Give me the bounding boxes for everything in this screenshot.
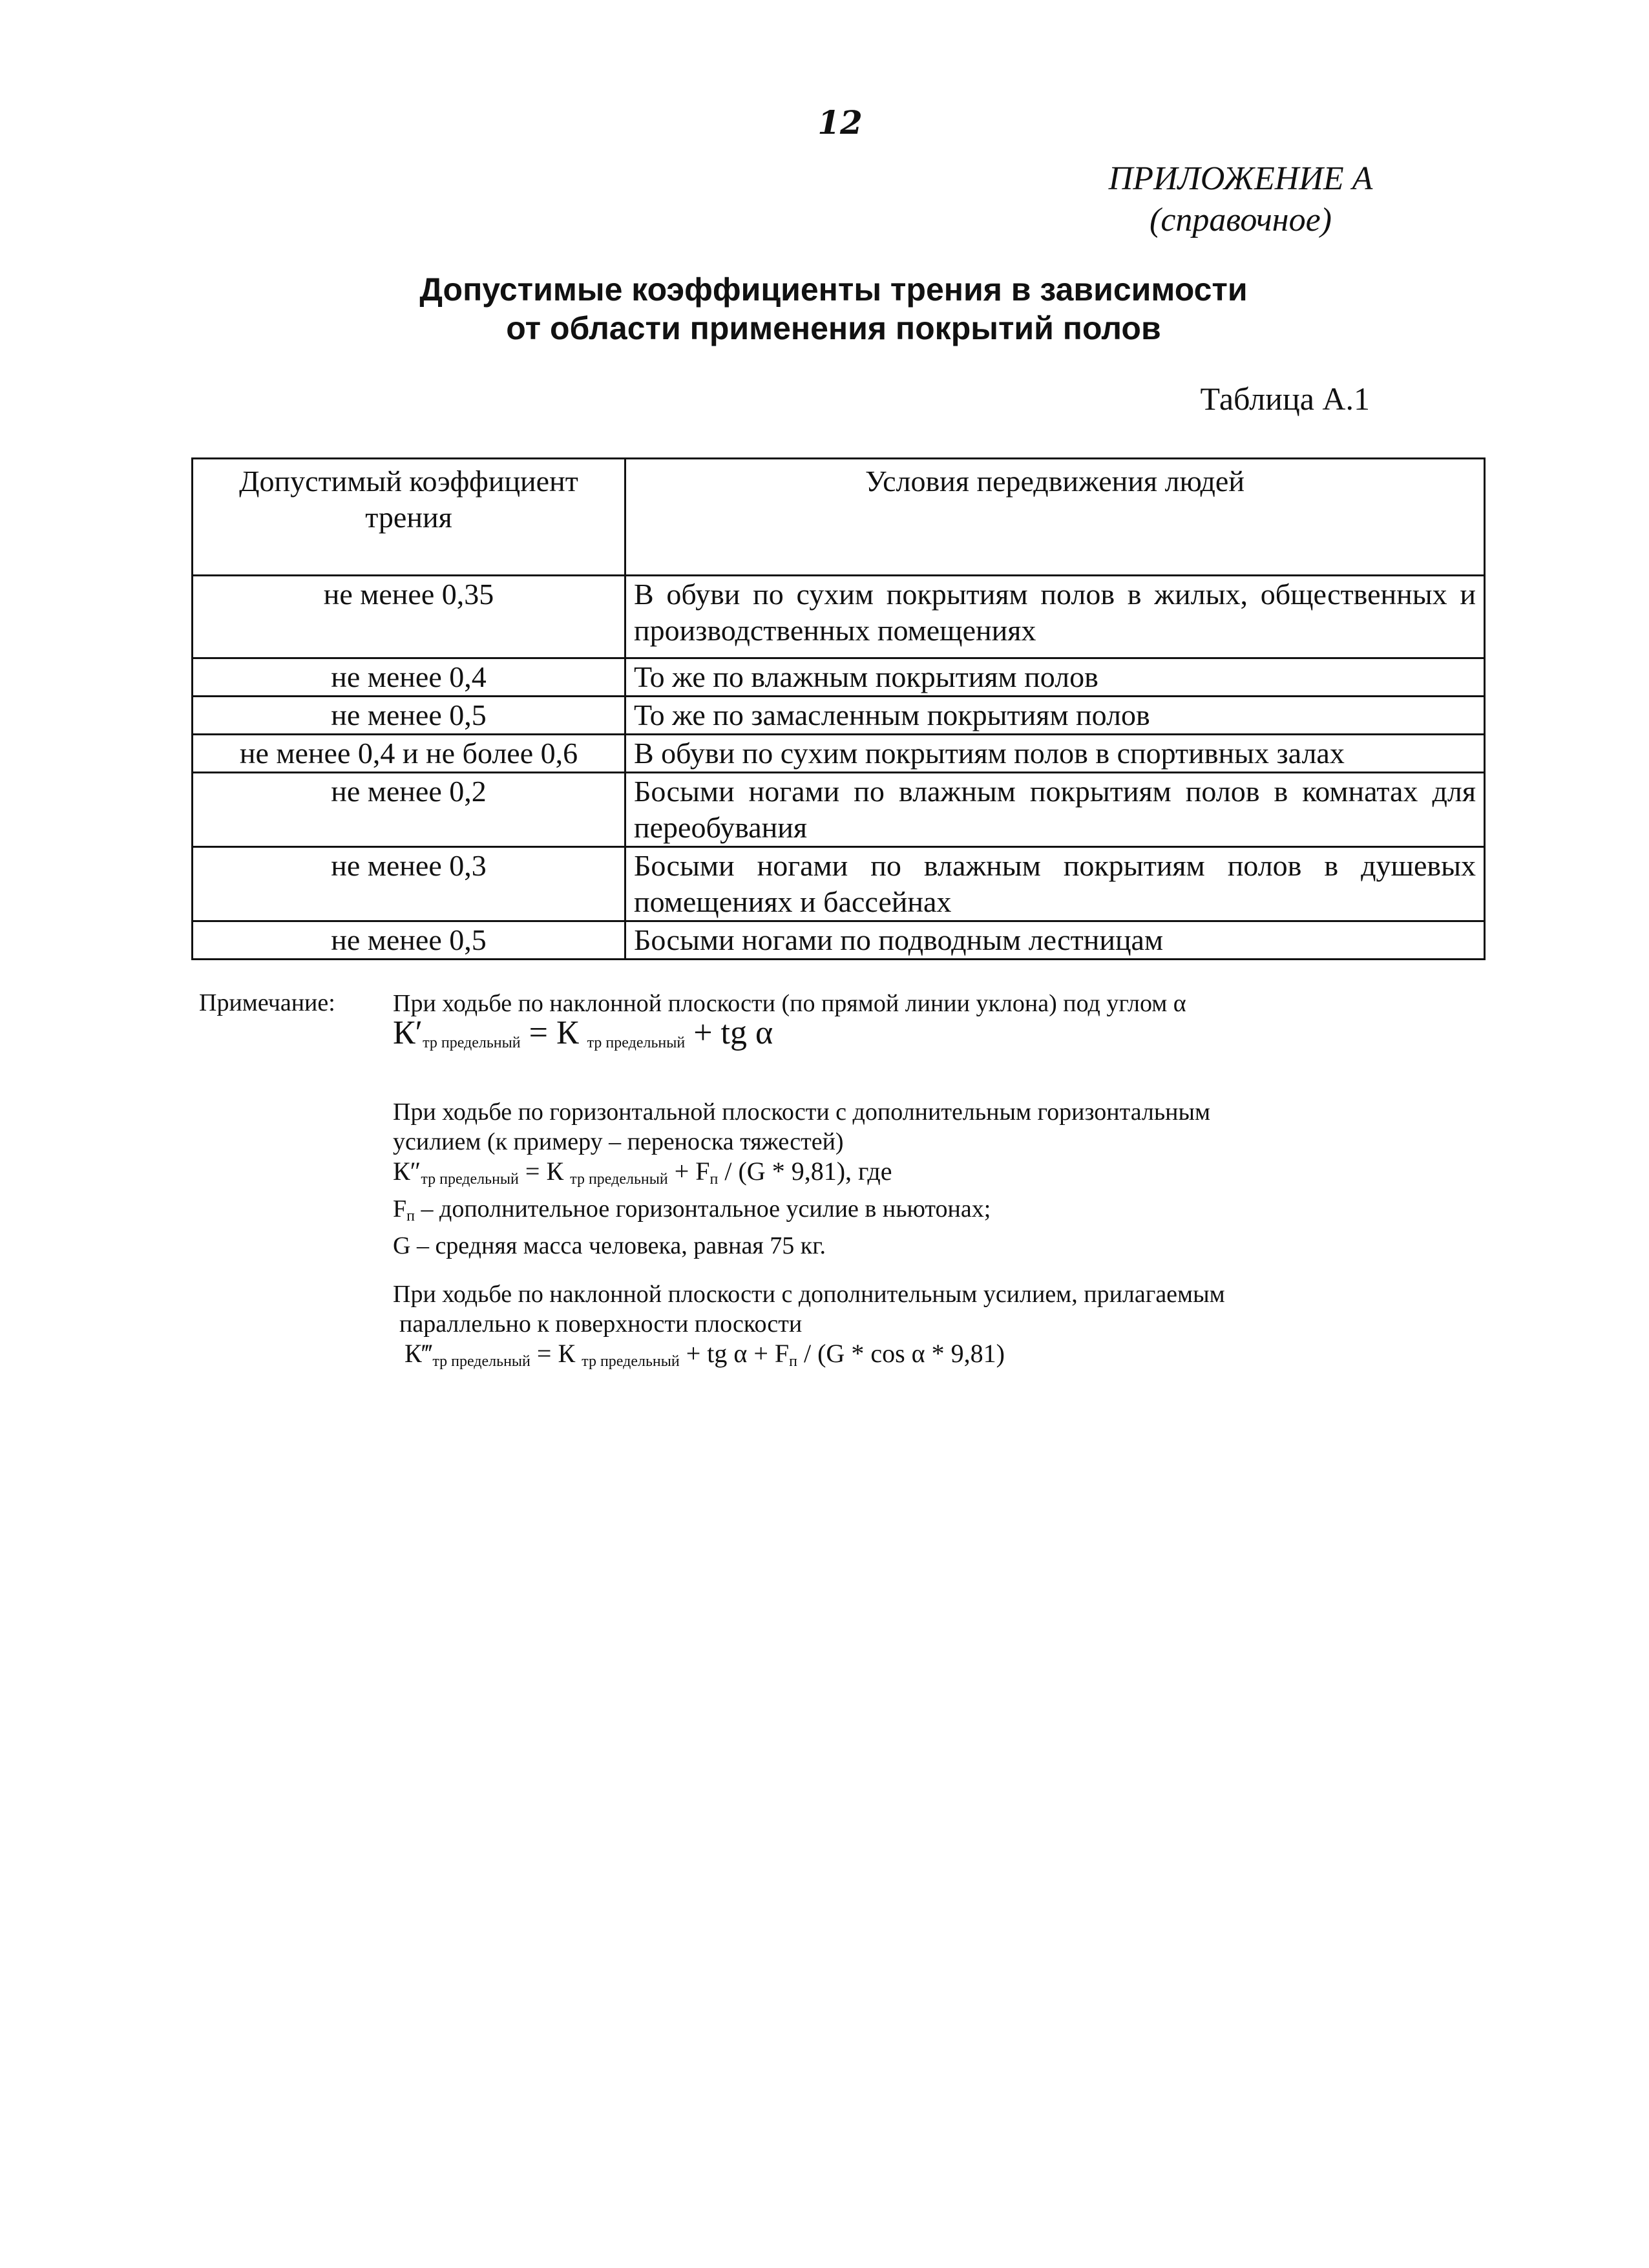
condition-cell: То же по замасленным покрытиям полов: [625, 697, 1485, 735]
note-block-1: [393, 989, 1427, 1058]
appendix-heading: [1060, 158, 1422, 241]
table-row: [193, 847, 1485, 921]
note-paragraph-3a: При ходьбе по наклонной плоскости с дополнительным усилием, прилагаемым: [393, 1281, 1225, 1308]
condition-cell: То же по влажным покрытиям полов: [625, 658, 1485, 697]
table-row: [193, 658, 1485, 697]
formula-1-lhs-sub: тр предельный: [423, 1034, 521, 1051]
formula-2-mid-sub: тр предельный: [570, 1171, 668, 1188]
definition-force-text: – дополнительное горизонтальное усилие в ньютонах;: [414, 1195, 991, 1223]
coefficient-cell: не менее 0,4: [193, 658, 625, 697]
table-header-row: [193, 459, 1485, 576]
table-row: [193, 921, 1485, 960]
condition-cell: Босыми ногами по влажным покрытиям полов в комнатах для переобувания: [625, 773, 1485, 847]
note-paragraph-2a: При ходьбе по горизонтальной плоскости с дополнительным горизонтальным: [393, 1098, 1211, 1126]
header-conditions: Условия передвижения людей: [625, 459, 1485, 576]
formula-1-lhs: К′: [393, 1014, 423, 1051]
condition-cell: Босыми ногами по влажным покрытиям полов в душевых помещениях и бассейнах: [625, 847, 1485, 921]
coefficient-cell: не менее 0,35: [193, 576, 625, 658]
formula-3-lhs: К‴: [404, 1339, 433, 1368]
note-block-3: [393, 1279, 1427, 1376]
appendix-subtitle: (справочное): [1150, 202, 1332, 238]
table-row: [193, 576, 1485, 658]
document-title: [258, 270, 1409, 348]
document-title-line-1: Допустимые коэффициенты трения в зависимости: [419, 271, 1248, 308]
formula-1-rhs-sub: тр предельный: [587, 1034, 686, 1051]
table-row: [193, 773, 1485, 847]
formula-1: [393, 1014, 1427, 1058]
friction-table: [191, 457, 1486, 960]
formula-2-tail: / (G * 9,81), где: [718, 1157, 892, 1186]
note-paragraph-1: При ходьбе по наклонной плоскости (по прямой линии уклона) под углом α: [393, 990, 1186, 1017]
note-block-2: [393, 1097, 1427, 1261]
formula-2-rhs-sub: п: [709, 1171, 719, 1188]
table-row: [193, 735, 1485, 773]
condition-cell: Босыми ногами по подводным лестницам: [625, 921, 1485, 960]
note-paragraph-2b: усилием (к примеру – переноска тяжестей): [393, 1128, 844, 1155]
formula-3-mid-sub: тр предельный: [582, 1353, 680, 1370]
definition-force-symbol: F: [393, 1195, 407, 1223]
note-paragraph-3b: параллельно к поверхности плоскости: [399, 1310, 803, 1338]
formula-2-rhs: + F: [667, 1157, 710, 1186]
page-number: 12: [817, 103, 863, 142]
coefficient-cell: не менее 0,4 и не более 0,6: [193, 735, 625, 773]
header-coefficient: Допустимый коэффициент трения: [193, 459, 625, 576]
definition-force: [393, 1194, 1427, 1231]
table-row: [193, 697, 1485, 735]
formula-3-eq: = К: [530, 1339, 582, 1368]
note-label: Примечание:: [199, 989, 335, 1016]
appendix-title: ПРИЛОЖЕНИЕ А: [1108, 160, 1373, 197]
formula-2-eq: = К: [518, 1157, 571, 1186]
coefficient-cell: не менее 0,5: [193, 697, 625, 735]
formula-2-lhs-sub: тр предельный: [421, 1171, 519, 1188]
coefficient-cell: не менее 0,5: [193, 921, 625, 960]
formula-1-rhs: + tg α: [685, 1014, 773, 1051]
coefficient-cell: не менее 0,3: [193, 847, 625, 921]
definition-mass: G – средняя масса человека, равная 75 кг.: [393, 1232, 826, 1259]
formula-3: [393, 1339, 1427, 1376]
formula-3-rhs: + tg α + F: [679, 1339, 790, 1368]
condition-cell: В обуви по сухим покрытиям полов в жилых, общественных и производственных помещениях: [625, 576, 1485, 658]
coefficient-cell: не менее 0,2: [193, 773, 625, 847]
formula-2-lhs: К″: [393, 1157, 421, 1186]
formula-3-rhs-sub: п: [789, 1353, 797, 1370]
condition-cell: В обуви по сухим покрытиям полов в спортивных залах: [625, 735, 1485, 773]
formula-2: [393, 1157, 1427, 1194]
formula-3-tail: / (G * cos α * 9,81): [797, 1339, 1005, 1368]
table-caption: Таблица А.1: [1200, 381, 1370, 417]
formula-1-eq: = К: [520, 1014, 587, 1051]
formula-3-lhs-sub: тр предельный: [432, 1353, 530, 1370]
document-title-line-2: от области применения покрытий полов: [506, 310, 1161, 346]
definition-force-sub: п: [406, 1208, 415, 1224]
